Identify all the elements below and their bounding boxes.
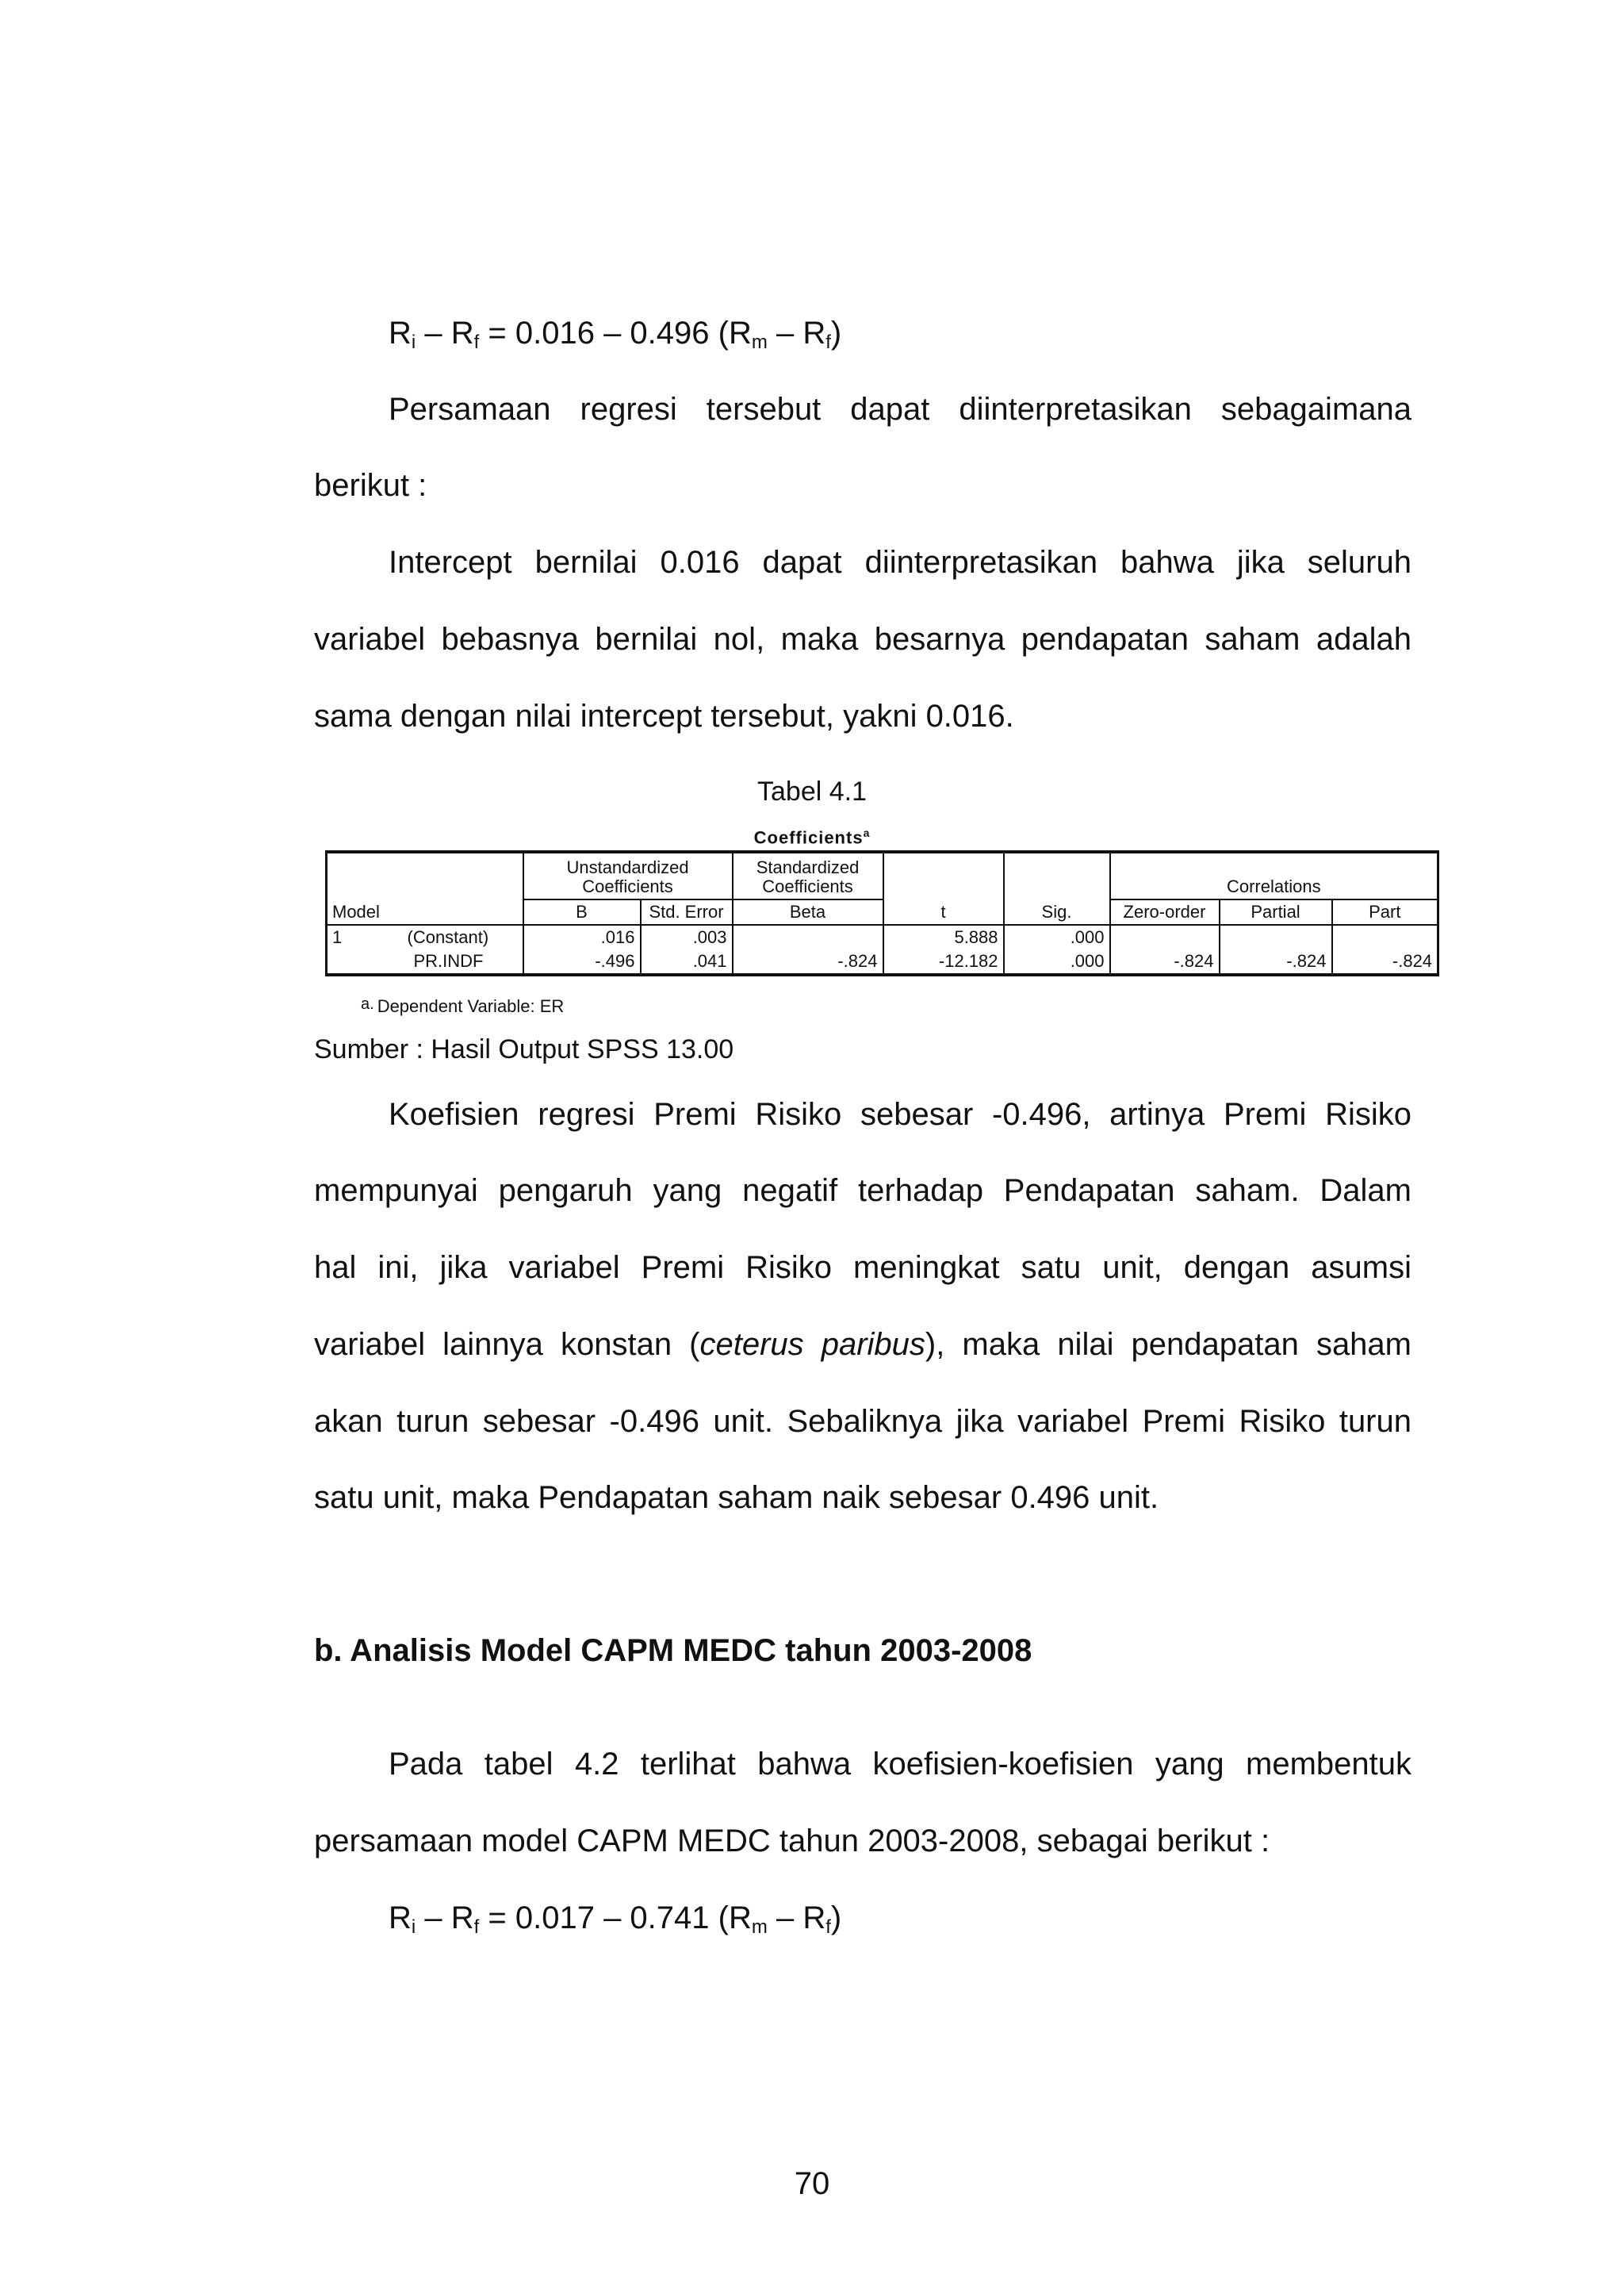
table-footnote: a. Dependent Variable: ER [361,995,565,1016]
col-part: Part [1332,899,1438,925]
paragraph-line: hal ini, jika variabel Premi Risiko meningkat satu unit, dengan asumsi [314,1250,1411,1285]
header-row-2 [327,899,1438,925]
paragraph-line: Pada tabel 4.2 terlihat bahwa koefisien-koefisien yang membentuk [389,1747,1411,1781]
coefficients-table-wrapper [325,850,1437,976]
col-beta: Beta [733,899,883,925]
paragraph-line: persamaan model CAPM MEDC tahun 2003-2008, sebagai berikut : [314,1824,1270,1858]
unstd-header: Unstandardized Coefficients [523,852,733,899]
paragraph-line: mempunyai pengaruh yang negatif terhadap Pendapatan saham. Dalam [314,1173,1411,1208]
paragraph-line: Intercept bernilai 0.016 dapat diinterpretasikan bahwa jika seluruh [389,545,1411,580]
col-partial: Partial [1220,899,1332,925]
header-row-1 [327,852,1438,899]
col-b: B [523,899,641,925]
section-heading: b. Analisis Model CAPM MEDC tahun 2003-2008 [314,1633,1032,1668]
col-t: t [883,899,1004,925]
table-title: Coefficients$^a$ [753,827,871,848]
paragraph-line: akan turun sebesar -0.496 unit. Sebaliknya jika variabel Premi Risiko turun [314,1404,1411,1439]
paragraph-line: variabel lainnya konstan (ceterus paribus), maka nilai pendapatan saham [314,1327,1411,1362]
col-std-error: Std. Error [641,899,733,925]
col-zero-order: Zero-order [1110,899,1220,925]
table-row: PR.INDF -.496 .041 -.824 -12.182 .000 -.824 -.824 -.824 [327,949,1438,975]
paragraph-line: satu unit, maka Pendapatan saham naik sebesar 0.496 unit. [314,1480,1159,1515]
std-header: Standardized Coefficients [733,852,883,899]
paragraph-line: Persamaan regresi tersebut dapat diinterpretasikan sebagaimana [389,392,1411,427]
page-number: 70 [794,2166,830,2201]
equation-1: $R_i - R_f = 0.016 - 0.496$ $(R_m - R_f)$ [389,316,842,353]
equation-2: $R_i - R_f = 0.017 - 0.741$ $(R_m - R_f)$ [389,1900,842,1938]
italic-term: ceterus paribus [699,1327,925,1362]
paragraph-line: variabel bebasnya bernilai nol, maka besarnya pendapatan saham adalah [314,622,1411,657]
paragraph-line: berikut : [314,468,427,503]
correlations-header: Correlations [1110,852,1438,899]
paragraph-line: Koefisien regresi Premi Risiko sebesar -0.496, artinya Premi Risiko [389,1097,1411,1132]
col-sig: Sig. [1004,899,1110,925]
paragraph-line: sama dengan nilai intercept tersebut, yakni 0.016. [314,699,1014,734]
table-caption: Tabel 4.1 [757,777,867,807]
table-source: Sumber : Hasil Output SPSS 13.00 [314,1034,734,1064]
coefficients-table [325,850,1439,976]
col-model: Model [327,899,403,925]
table-row: 1 (Constant) .016 .003 5.888 .000 [327,925,1438,949]
